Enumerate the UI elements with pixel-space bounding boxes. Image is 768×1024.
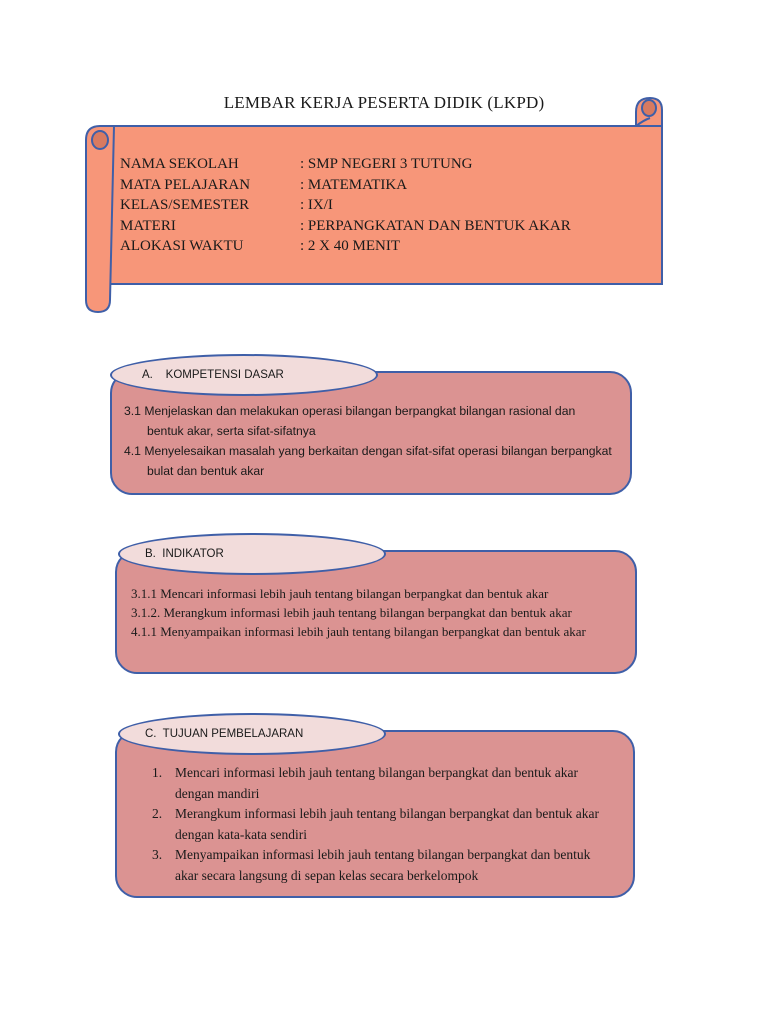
kompetensi-heading: A. KOMPETENSI DASAR xyxy=(142,369,284,381)
page-title: LEMBAR KERJA PESERTA DIDIK (LKPD) xyxy=(223,93,545,112)
identity-table xyxy=(120,154,571,257)
kompetensi-heading-pill xyxy=(110,354,378,396)
tujuan-item xyxy=(152,763,607,804)
kompetensi-list xyxy=(124,401,614,481)
identity-row xyxy=(120,216,571,237)
tujuan-heading: C. TUJUAN PEMBELAJARAN xyxy=(145,728,304,740)
kompetensi-item: 3.1 Menjelaskan dan melakukan operasi bilangan berpangkat bilangan rasional dan bentuk akar, serta sifat-sifatnya xyxy=(124,404,576,438)
indikator-item: 4.1.1 Menyampaikan informasi lebih jauh tentang bilangan berpangkat dan bentuk akar xyxy=(131,624,586,639)
tujuan-item-text: Mencari informasi lebih jauh tentang bilangan berpangkat dan bentuk akar dengan mandiri xyxy=(175,765,578,801)
identity-label: MATERI xyxy=(120,217,176,234)
identity-value: : IX/I xyxy=(300,197,333,213)
identity-row xyxy=(120,236,571,257)
indikator-list xyxy=(131,584,631,641)
tujuan-item-number: 1. xyxy=(152,765,163,780)
identity-label: NAMA SEKOLAH xyxy=(120,156,239,172)
identity-value: : PERPANGKATAN DAN BENTUK AKAR xyxy=(300,217,571,234)
identity-label: MATA PELAJARAN xyxy=(120,176,251,193)
tujuan-item xyxy=(152,845,607,886)
tujuan-item-text: Merangkum informasi lebih jauh tentang bilangan berpangkat dan bentuk akar dengan kata-kata sendiri xyxy=(175,806,599,842)
identity-label: KELAS/SEMESTER xyxy=(120,197,250,213)
identity-row xyxy=(120,175,571,196)
identity-value: : 2 X 40 MENIT xyxy=(300,238,400,254)
identity-label: ALOKASI WAKTU xyxy=(120,238,244,254)
tujuan-heading-pill xyxy=(118,713,386,755)
identity-value: : SMP NEGERI 3 TUTUNG xyxy=(300,156,473,172)
tujuan-item-text: Menyampaikan informasi lebih jauh tentang bilangan berpangkat dan bentuk akar secara langsung di sepan kelas secara berkelompok xyxy=(175,847,591,883)
tujuan-item xyxy=(152,804,607,845)
identity-value: : MATEMATIKA xyxy=(300,176,408,193)
indikator-heading-pill xyxy=(118,533,386,575)
indikator-item: 3.1.1 Mencari informasi lebih jauh tentang bilangan berpangkat dan bentuk akar xyxy=(131,586,549,601)
indikator-heading: B. INDIKATOR xyxy=(145,548,224,560)
tujuan-item-number: 3. xyxy=(152,847,163,862)
identity-row xyxy=(120,154,571,175)
indikator-item: 3.1.2. Merangkum informasi lebih jauh tentang bilangan berpangkat dan bentuk akar xyxy=(131,605,572,620)
identity-row xyxy=(120,195,571,216)
kompetensi-item: 4.1 Menyelesaikan masalah yang berkaitan dengan sifat-sifat operasi bilangan berpangkat bulat dan bentuk akar xyxy=(124,444,612,478)
tujuan-item-number: 2. xyxy=(152,806,163,821)
tujuan-list xyxy=(152,763,607,886)
